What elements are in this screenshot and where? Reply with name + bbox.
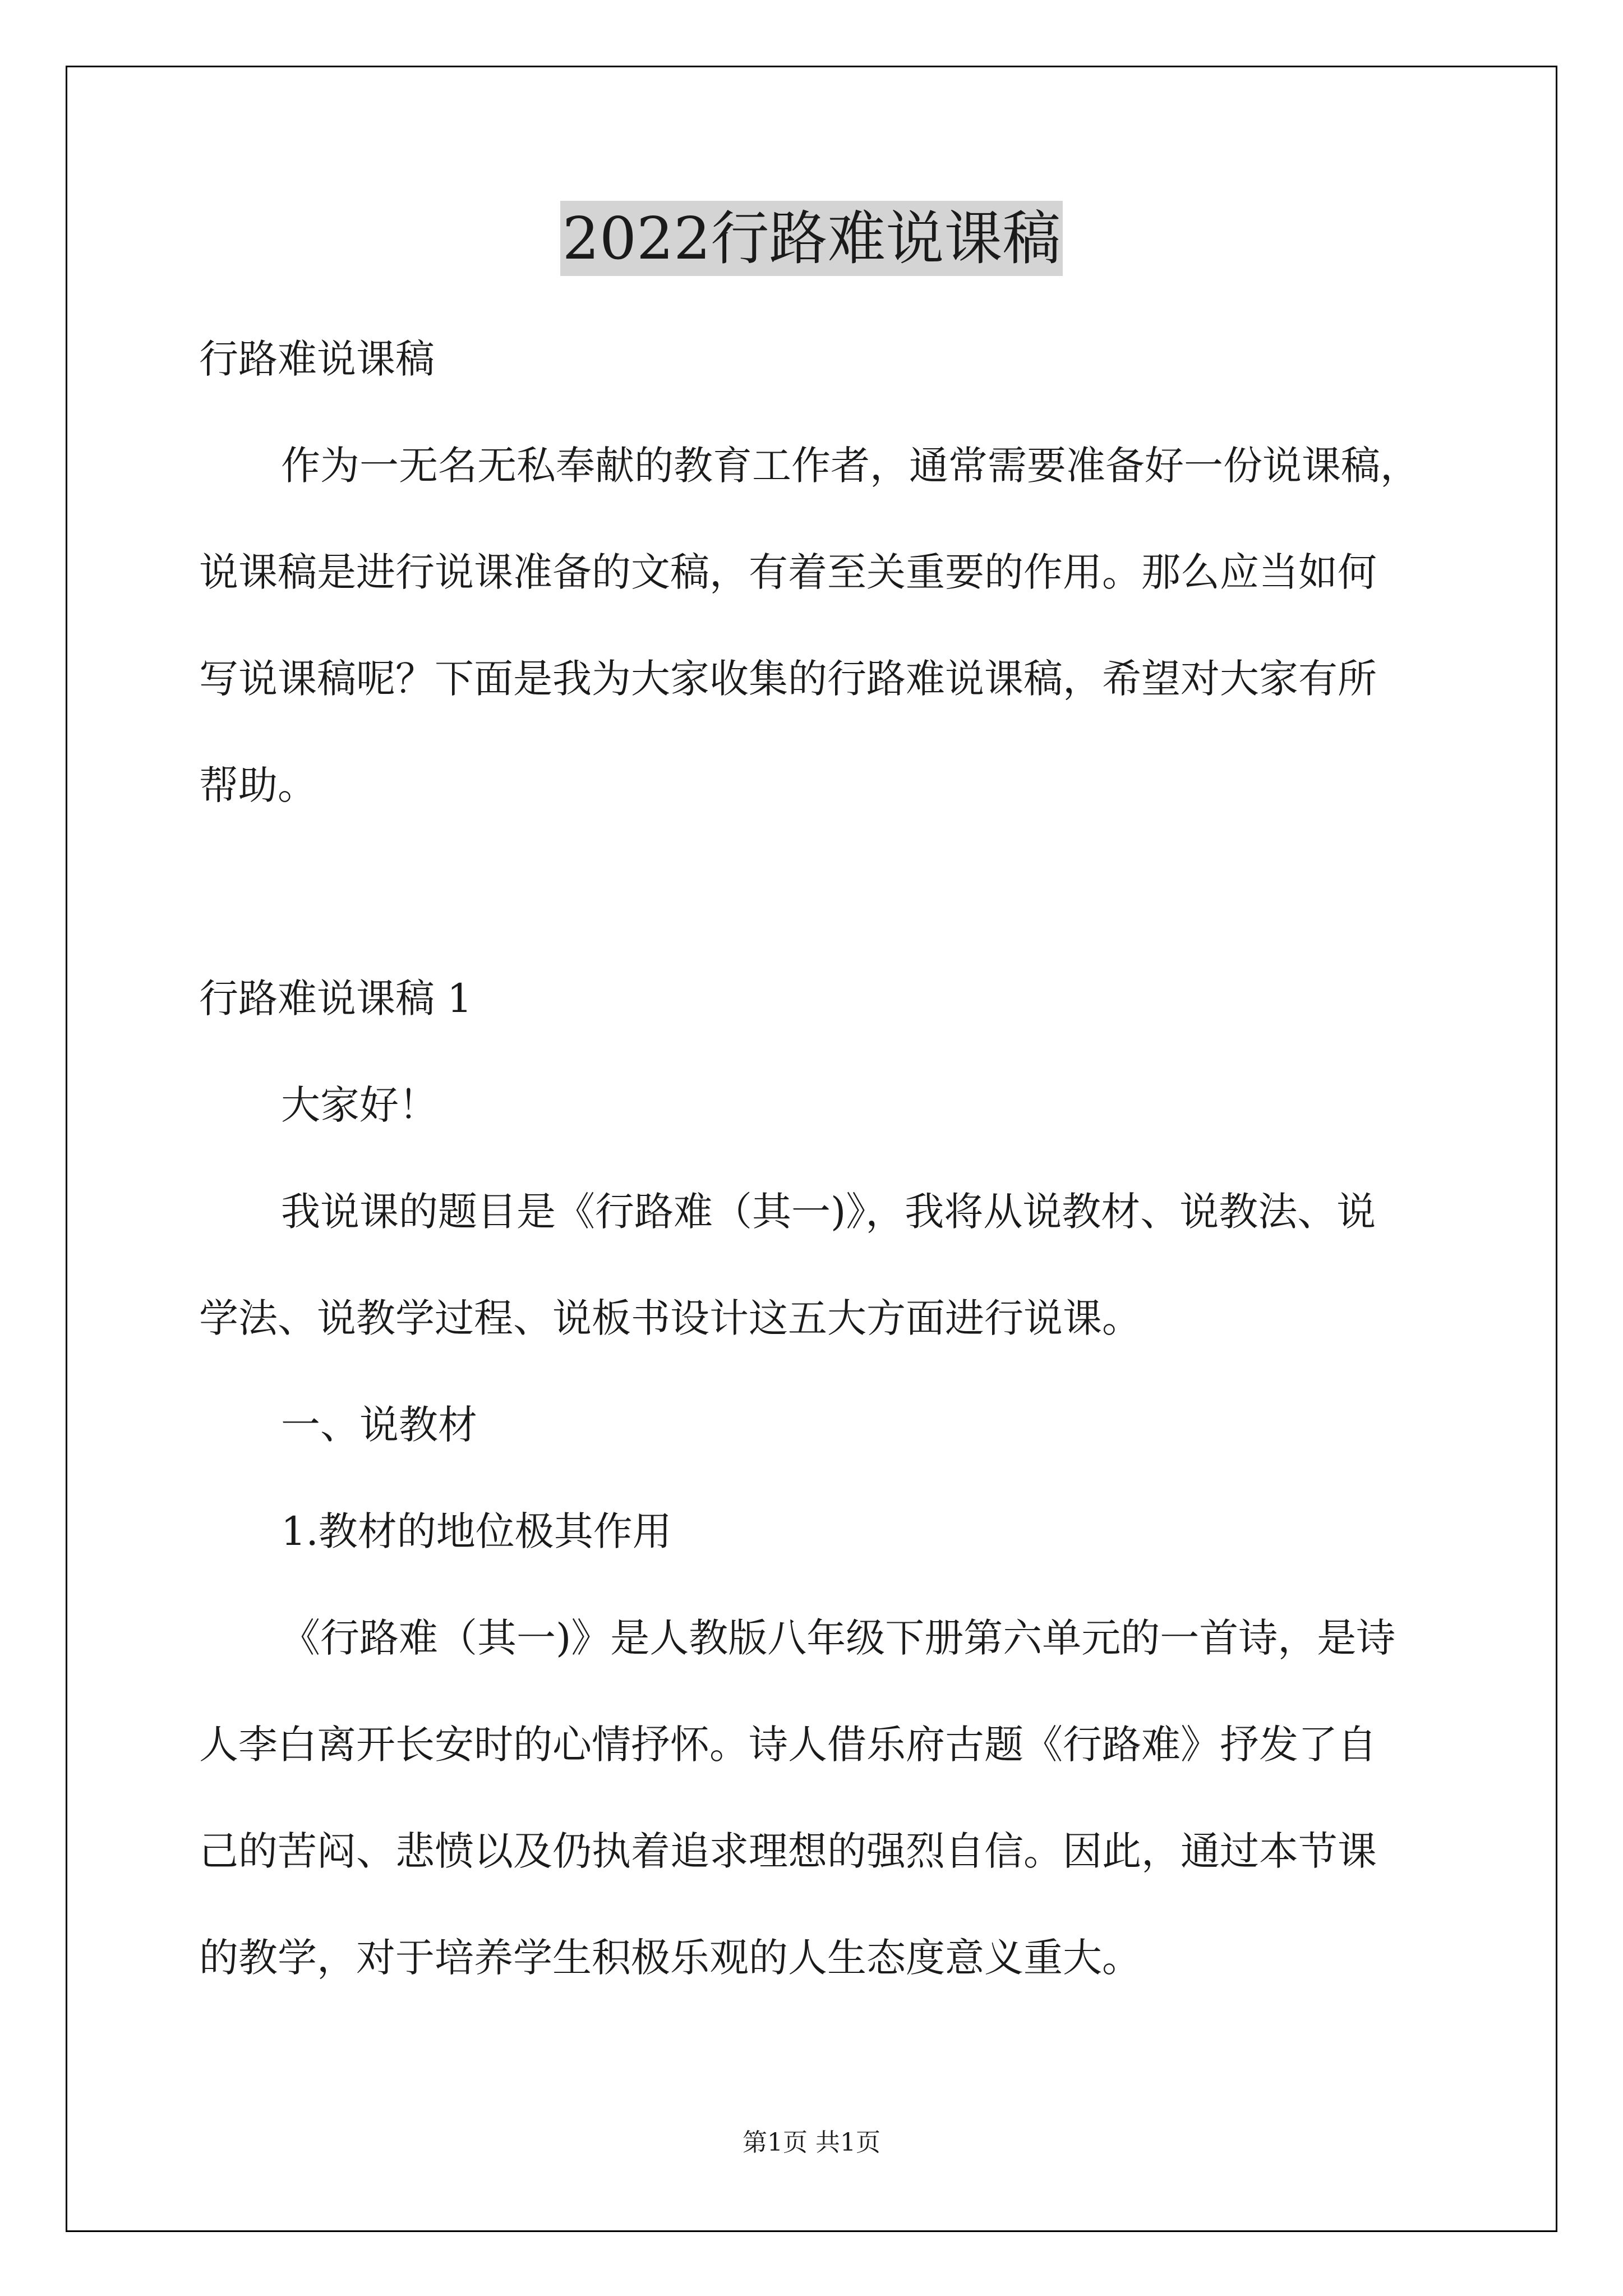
item1-heading: 1.教材的地位极其作用 (281, 1508, 672, 1554)
item1-line-3: 己的苦闷、悲愤以及仍执着追求理想的强烈自信。因此，通过本节课 (199, 1828, 1377, 1874)
intro-line-3: 写说课稿呢？下面是我为大家收集的行路难说课稿，希望对大家有所 (199, 656, 1377, 702)
document-title (0, 202, 1623, 275)
intro-line-2: 说课稿是进行说课准备的文稿，有着至关重要的作用。那么应当如何 (199, 549, 1377, 595)
page-footer (0, 2126, 1623, 2160)
document-body (199, 306, 1433, 2011)
intro-line-1: 作为一无名无私奉献的教育工作者，通常需要准备好一份说课稿， (281, 443, 1419, 489)
greeting: 大家好！ (281, 1082, 438, 1128)
item1-line-1: 《行路难（其一)》是人教版八年级下册第六单元的一首诗，是诗 (281, 1615, 1396, 1661)
item1-line-4: 的教学，对于培养学生积极乐观的人生态度意义重大。 (199, 1935, 1141, 1981)
item1-line-2: 人李白离开长安时的心情抒怀。诗人借乐府古题《行路难》抒发了自 (199, 1722, 1377, 1768)
topic-line-1: 我说课的题目是《行路难（其一)》，我将从说教材、说教法、说 (281, 1189, 1376, 1235)
part1-heading: 一、说教材 (281, 1402, 477, 1448)
intro-line-4: 帮助。 (199, 762, 317, 808)
subtitle: 行路难说课稿 (199, 336, 435, 382)
page-number: 第1页 共1页 (743, 2128, 880, 2157)
document-title-text: 2022行路难说课稿 (560, 201, 1063, 276)
blank-line (199, 839, 1433, 945)
topic-line-2: 学法、说教学过程、说板书设计这五大方面进行说课。 (199, 1295, 1141, 1341)
section-heading: 行路难说课稿 1 (199, 976, 472, 1022)
